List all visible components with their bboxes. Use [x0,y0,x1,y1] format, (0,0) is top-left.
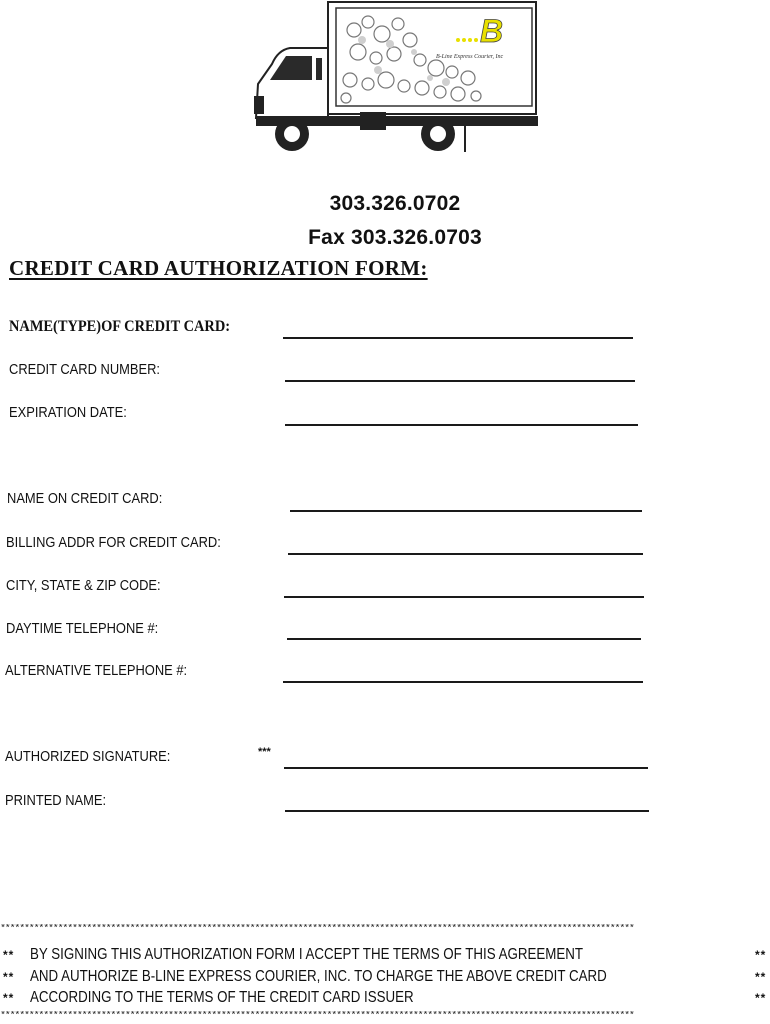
field-credit-card-type [0,318,770,348]
field-name-on-card [0,490,770,520]
edge-mark: ** [3,991,15,1005]
fax-number: Fax 303.326.0703 [308,226,482,249]
printed-name-input[interactable] [285,810,649,812]
city-state-zip-input[interactable] [284,596,644,598]
terms-line [0,946,770,966]
field-daytime-telephone [0,620,770,650]
form-title: CREDIT CARD AUTHORIZATION FORM: [9,256,428,280]
star-border-top: ************************************************************************************************************************************ [0,924,634,935]
expiration-date-input[interactable] [285,424,638,426]
field-alternative-telephone [0,662,770,692]
field-expiration-date [0,404,770,434]
field-label: NAME(TYPE)OF CREDIT CARD: [9,318,231,335]
company-logo-truck [250,0,540,160]
terms-line [0,989,770,1009]
edge-mark: ** [755,991,767,1005]
field-label: CITY, STATE & ZIP CODE: [6,577,161,594]
field-printed-name [0,792,770,822]
field-label: NAME ON CREDIT CARD: [7,490,163,507]
edge-mark: ** [755,948,767,962]
daytime-telephone-input[interactable] [287,638,641,640]
authorized-signature-input[interactable] [284,767,648,769]
name-on-card-input[interactable] [290,510,642,512]
edge-mark: ** [755,970,767,984]
field-credit-card-number [0,361,770,391]
signature-mark: *** [258,746,271,758]
terms-text: AND AUTHORIZE B-LINE EXPRESS COURIER, INC. TO CHARGE THE ABOVE CREDIT CARD [30,968,607,985]
field-label: BILLING ADDR FOR CREDIT CARD: [6,534,221,551]
field-label: CREDIT CARD NUMBER: [9,361,160,378]
star-border-bottom: ************************************************************************************************************************************ [0,1011,634,1022]
field-authorized-signature [0,748,770,778]
svg-text:B-Line Express Courier, Inc: B-Line Express Courier, Inc [436,54,504,60]
field-label: DAYTIME TELEPHONE #: [6,620,159,637]
field-label: PRINTED NAME: [5,792,107,809]
terms-text: ACCORDING TO THE TERMS OF THE CREDIT CARD ISSUER [30,989,414,1006]
edge-mark: ** [3,970,15,984]
credit-card-number-input[interactable] [285,380,635,382]
terms-text: BY SIGNING THIS AUTHORIZATION FORM I ACCEPT THE TERMS OF THIS AGREEMENT [30,946,584,963]
terms-line [0,968,770,988]
edge-mark: ** [3,948,15,962]
phone-number: 303.326.0702 [329,192,461,215]
field-label: AUTHORIZED SIGNATURE: [5,748,171,765]
field-billing-address [0,534,770,564]
alternative-telephone-input[interactable] [283,681,643,683]
field-label: EXPIRATION DATE: [9,404,127,421]
svg-text:B: B [480,13,504,49]
credit-card-type-input[interactable] [283,337,633,339]
field-label: ALTERNATIVE TELEPHONE #: [5,662,188,679]
billing-address-input[interactable] [288,553,643,555]
field-city-state-zip [0,577,770,607]
